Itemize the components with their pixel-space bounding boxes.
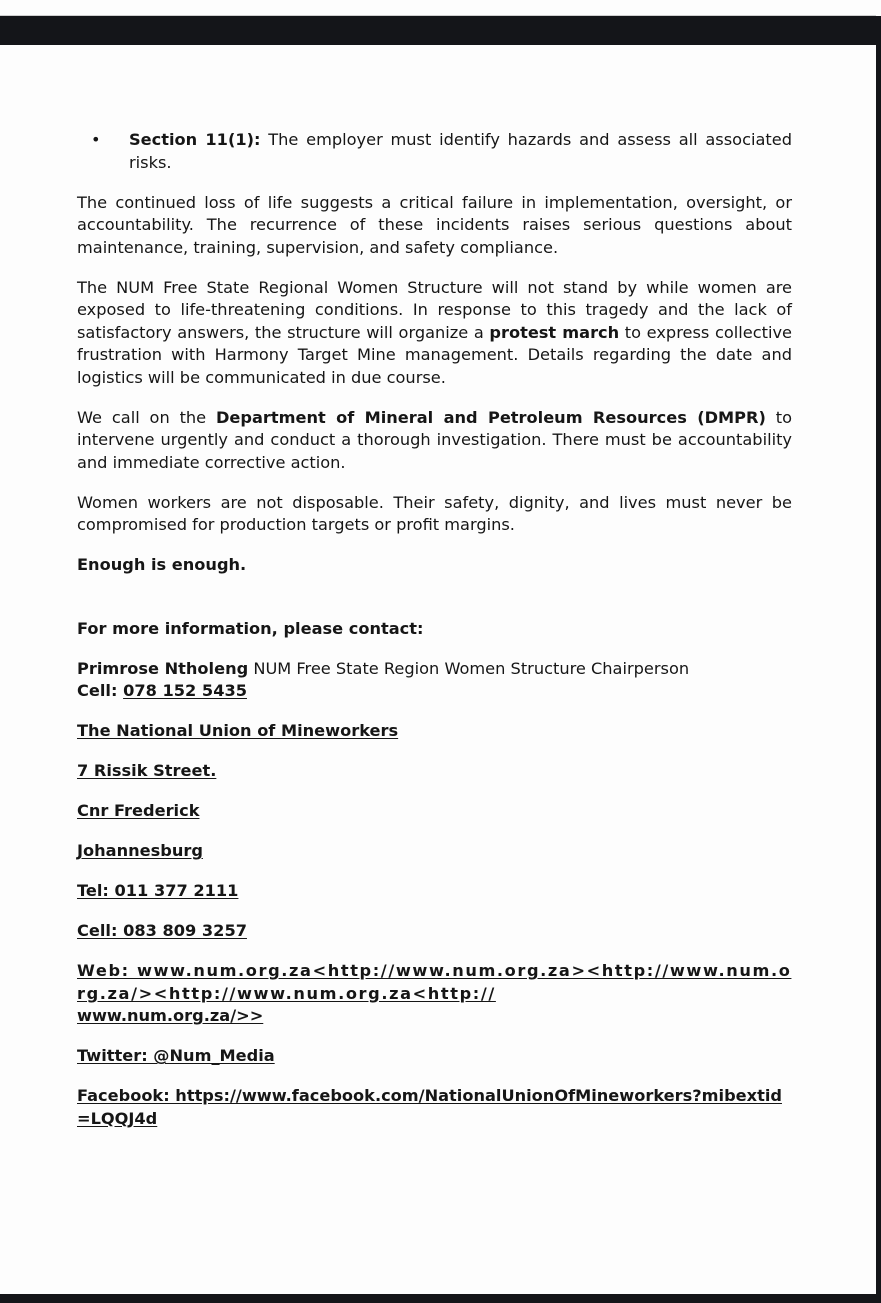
viewer-right-edge <box>876 45 881 1303</box>
page-separator-band <box>0 16 881 45</box>
contact-cell-link[interactable]: 078 152 5435 <box>123 681 247 700</box>
paragraph-protest-march <box>77 277 792 390</box>
paragraph-text: to express collective frustration with Harmony Target Mine management. Details regarding the date and logistics will be communicated in due course. <box>77 322 792 387</box>
tel-link[interactable]: Tel: 011 377 2111 <box>77 881 239 900</box>
paragraph-women-workers: Women workers are not disposable. Their safety, dignity, and lives must never be compromised for production targets or profit margins. <box>77 492 792 534</box>
web-link[interactable] <box>77 960 792 1028</box>
spacer <box>77 600 792 618</box>
viewer-bottom-edge <box>0 1294 881 1303</box>
document-content <box>77 129 792 1130</box>
address-corner-link[interactable]: Cnr Frederick <box>77 801 200 820</box>
bullet-label: Section 11(1): <box>129 130 261 149</box>
twitter-link[interactable]: Twitter: @Num_Media <box>77 1046 275 1065</box>
closing-statement <box>77 554 792 577</box>
address-street-link[interactable]: 7 Rissik Street. <box>77 761 217 780</box>
paragraph-text: We call on the <box>77 407 216 427</box>
previous-page-edge <box>0 0 876 16</box>
paragraph-text: The NUM Free State Regional Women Structure will not stand by while women are exposed to life-threatening conditions. In response to this tragedy and the lack of satisfactory answers, the structure will organize a <box>77 277 792 342</box>
contact-person-title: NUM Free State Region Women Structure Chairperson <box>248 658 690 678</box>
contact-person <box>77 658 792 703</box>
paragraph-dmpr-call <box>77 407 792 475</box>
bullet-item-section-11 <box>77 129 792 174</box>
closing-text: Enough is enough. <box>77 555 247 574</box>
organisation-link[interactable]: The National Union of Mineworkers <box>77 721 399 740</box>
bullet-icon: • <box>91 130 101 149</box>
bullet-text: The employer must identify hazards and assess all associated risks. <box>129 130 792 172</box>
contact-cell-label: Cell: <box>77 681 124 700</box>
paragraph-text: to intervene urgently and conduct a thorough investigation. There must be accountability and immediate corrective action. <box>77 407 792 472</box>
cell-link[interactable]: Cell: 083 809 3257 <box>77 921 247 940</box>
address-city-link[interactable]: Johannesburg <box>77 841 203 860</box>
contact-heading <box>77 618 792 641</box>
web-link-text-end[interactable]: www.num.org.za/>> <box>77 1006 264 1025</box>
paragraph-loss-of-life: The continued loss of life suggests a critical failure in implementation, oversight, or accountability. The recurrence of these incidents raises serious questions about maintenance, training, supervision, and safety compliance. <box>77 192 792 257</box>
bold-phrase: Department of Mineral and Petroleum Resources (DMPR) <box>216 407 766 427</box>
contact-heading-text: For more information, please contact: <box>77 618 424 638</box>
document-page <box>0 45 876 1294</box>
bold-phrase: protest march <box>489 322 620 342</box>
facebook-link[interactable]: Facebook: https://www.facebook.com/NationalUnionOfMineworkers?mibextid=LQQJ4d <box>77 1086 782 1128</box>
web-link-text[interactable]: Web: www.num.org.za<http://www.num.org.za><http://www.num.org.za/><http://www.num.org.za<http:// <box>77 961 792 1003</box>
spacer <box>77 577 792 600</box>
contact-person-name: Primrose Ntholeng <box>77 658 249 678</box>
